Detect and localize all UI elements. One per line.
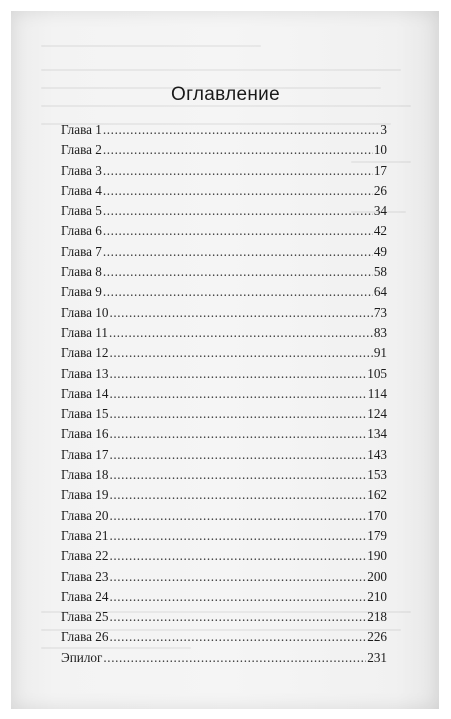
toc-entry-label: Глава 1 (61, 122, 102, 137)
dot-leader (103, 244, 373, 260)
dot-leader (103, 183, 373, 199)
toc-entry (61, 345, 387, 365)
toc-entry (61, 223, 387, 243)
toc-entry (61, 366, 387, 386)
toc-entry (61, 609, 387, 629)
toc-entry-label: Глава 16 (61, 426, 109, 442)
toc-entry (61, 244, 387, 264)
toc-entry (61, 487, 387, 507)
toc-entry-label: Глава 11 (61, 324, 108, 340)
toc-entry-label: Глава 2 (61, 142, 102, 158)
dot-leader (109, 508, 366, 524)
toc-entry-label: Глава 14 (61, 385, 109, 401)
dot-leader (109, 487, 366, 503)
dot-leader (109, 528, 366, 544)
dot-leader (109, 447, 366, 463)
dot-leader (103, 264, 373, 280)
toc-entry-page-number: 179 (367, 527, 387, 543)
toc-entry-label: Глава 8 (61, 264, 102, 280)
toc-entry-label: Эпилог (61, 649, 103, 665)
toc-entry (61, 447, 387, 467)
toc-entry-label: Глава 12 (61, 345, 109, 361)
toc-entry-page-number: 218 (367, 609, 387, 625)
dot-leader (109, 609, 366, 625)
dot-leader (109, 406, 366, 422)
toc-entry-page-number: 10 (373, 142, 387, 158)
toc-entry-page-number: 134 (367, 426, 387, 442)
toc-entry (61, 548, 387, 568)
toc-entry-label: Глава 13 (61, 365, 109, 381)
toc-entry-label: Глава 18 (61, 467, 109, 483)
dot-leader (109, 569, 366, 585)
toc-entry-label: Глава 22 (61, 548, 109, 564)
toc-entry-page-number: 64 (373, 284, 387, 300)
toc-entry-page-number: 91 (373, 345, 387, 361)
toc-entry-page-number: 153 (367, 467, 387, 483)
toc-entry-page-number: 162 (367, 487, 387, 503)
toc-entry-page-number: 3 (380, 122, 387, 137)
toc-entry-label: Глава 26 (61, 629, 109, 645)
toc-entry-label: Глава 23 (61, 568, 109, 584)
toc-entry-label: Глава 9 (61, 284, 102, 300)
dot-leader (109, 629, 366, 645)
dot-leader (109, 548, 366, 564)
toc-entry-label: Глава 19 (61, 487, 109, 503)
toc-entry (61, 142, 387, 162)
toc-entry (61, 264, 387, 284)
toc-entry (61, 386, 387, 406)
toc-entry-label: Глава 5 (61, 203, 102, 219)
dot-leader (103, 203, 373, 219)
toc-entry (61, 589, 387, 609)
toc-entry-page-number: 73 (373, 304, 387, 320)
toc-entry-page-number: 42 (373, 223, 387, 239)
toc-entry-label: Глава 20 (61, 507, 109, 523)
toc-entry-page-number: 231 (367, 649, 387, 665)
toc-entry (61, 426, 387, 446)
toc-entry-page-number: 58 (373, 264, 387, 280)
dot-leader (103, 650, 366, 666)
dot-leader (109, 305, 372, 321)
toc-entry-page-number: 190 (367, 548, 387, 564)
toc-entry-page-number: 124 (367, 406, 387, 422)
toc-entry-page-number: 17 (373, 162, 387, 178)
dot-leader (103, 284, 373, 300)
dot-leader (109, 426, 366, 442)
dot-leader (103, 142, 373, 158)
dot-leader (109, 366, 366, 382)
toc-entry (61, 629, 387, 649)
dot-leader (109, 345, 372, 361)
dot-leader (109, 325, 373, 341)
toc-entry (61, 183, 387, 203)
table-of-contents (61, 122, 387, 670)
toc-entry (61, 325, 387, 345)
toc-entry-label: Глава 17 (61, 446, 109, 462)
toc-entry-page-number: 114 (367, 385, 387, 401)
toc-entry-page-number: 105 (367, 365, 387, 381)
toc-entry-label: Глава 21 (61, 527, 109, 543)
toc-entry (61, 508, 387, 528)
page-title: Оглавление (171, 84, 280, 105)
toc-entry (61, 406, 387, 426)
toc-entry-page-number: 83 (373, 324, 387, 340)
dot-leader (109, 467, 366, 483)
toc-entry-label: Глава 6 (61, 223, 102, 239)
toc-entry-label: Глава 10 (61, 304, 109, 320)
toc-entry-label: Глава 4 (61, 182, 102, 198)
toc-entry (61, 528, 387, 548)
toc-entry (61, 467, 387, 487)
toc-entry-page-number: 49 (373, 243, 387, 259)
toc-entry-page-number: 170 (367, 507, 387, 523)
toc-entry (61, 122, 387, 142)
toc-entry-page-number: 34 (373, 203, 387, 219)
toc-entry-label: Глава 7 (61, 243, 102, 259)
toc-entry (61, 305, 387, 325)
toc-entry (61, 284, 387, 304)
toc-entry (61, 163, 387, 183)
toc-entry-label: Глава 25 (61, 609, 109, 625)
dot-leader (103, 122, 380, 138)
dot-leader (109, 386, 366, 402)
toc-entry-label: Глава 3 (61, 162, 102, 178)
toc-entry-page-number: 210 (367, 588, 387, 604)
toc-entry-page-number: 26 (373, 182, 387, 198)
dot-leader (109, 589, 366, 605)
toc-entry-page-number: 200 (367, 568, 387, 584)
toc-entry-label: Глава 15 (61, 406, 109, 422)
dot-leader (103, 223, 373, 239)
toc-entry-page-number: 226 (367, 629, 387, 645)
toc-entry-page-number: 143 (367, 446, 387, 462)
toc-entry (61, 203, 387, 223)
toc-entry (61, 650, 387, 670)
toc-entry (61, 569, 387, 589)
toc-entry-label: Глава 24 (61, 588, 109, 604)
dot-leader (103, 163, 373, 179)
